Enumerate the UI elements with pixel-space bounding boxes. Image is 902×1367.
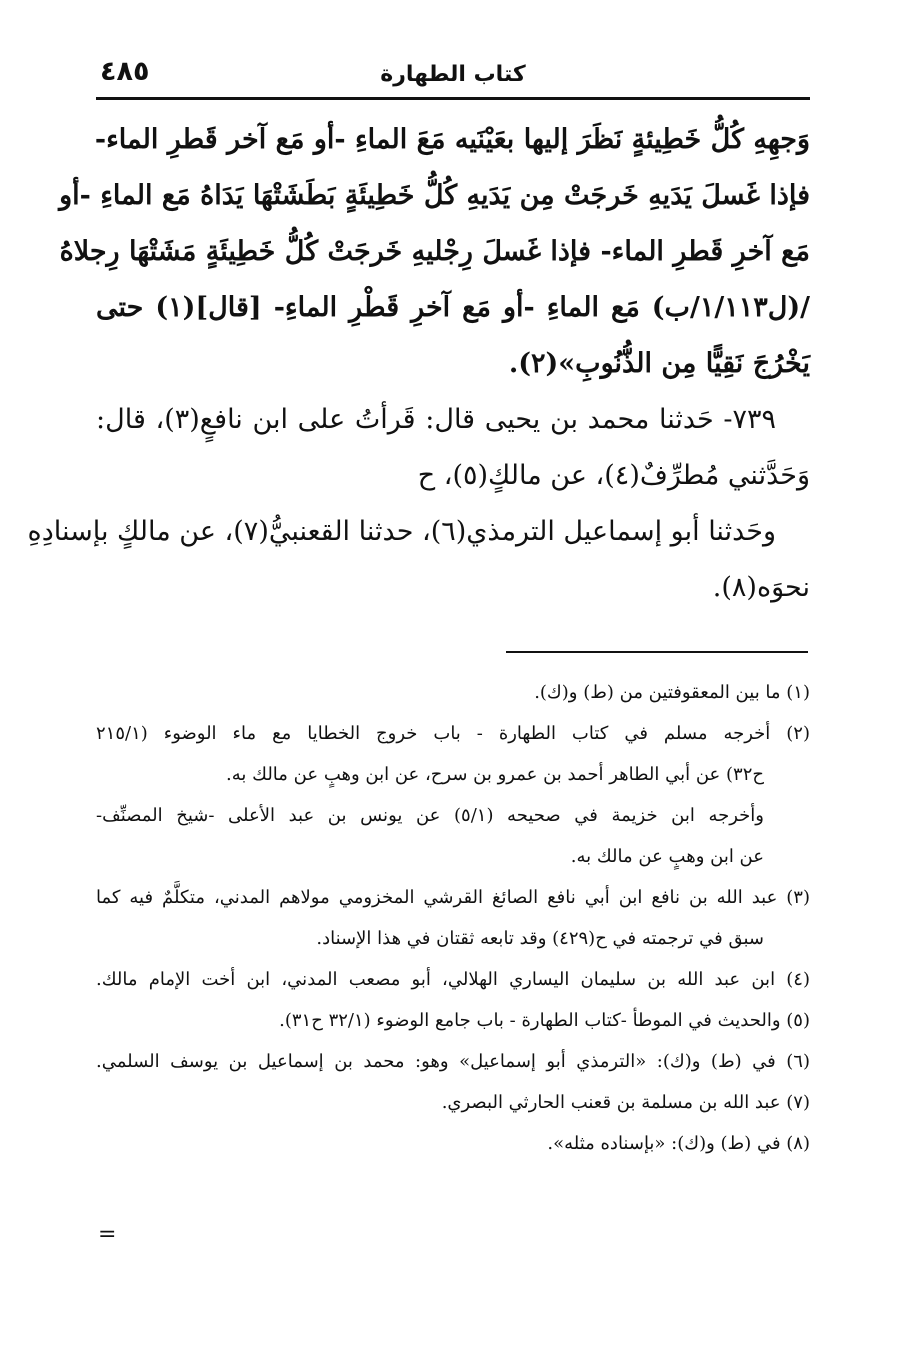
main-text <box>27 112 810 616</box>
hadith-line: ٧٣٩- حَدثنا محمد بن يحيى قال: قَرأتُ على ابن نافعٍ(٣)، قال: <box>96 404 776 435</box>
footnote-line: ح٣٢) عن أبي الطاهر أحمد بن عمرو بن سرح، عن ابن وهبٍ عن مالك به. <box>226 764 764 785</box>
footnote-line: (٨) في (ط) و(ك): «بإسناده مثله». <box>547 1133 810 1154</box>
text-line: /(ل١/١١٣/ب) مَع الماءِ -أو مَع آخرِ قَطْرِ الماءِ- [قال](١) حتى <box>96 292 810 323</box>
text-line: يَخْرُجَ نَقِيًّا مِن الذُّنُوبِ»(٢). <box>508 348 810 379</box>
page-header <box>96 56 810 96</box>
footnote-line: (٢) أخرجه مسلم في كتاب الطهارة - باب خروج الخطايا مع ماء الوضوء (٢١٥/١ <box>96 723 810 744</box>
footnote-separator <box>506 651 808 653</box>
text-line: مَع آخرِ قَطرِ الماء- فإذا غَسلَ رِجْليهِ خَرجَتْ كُلُّ خَطِيئَةٍ مَشَتْهَا رِجلاهُ <box>59 236 810 267</box>
text-line: وَجهِهِ كُلُّ خَطِيئةٍ نَظَرَ إليها بعَيْنَيه مَعَ الماءِ -أو مَع آخر قَطرِ الماء- <box>94 124 810 155</box>
footnote-line: (٧) عبد الله بن مسلمة بن قعنب الحارثي البصري. <box>441 1092 810 1113</box>
footnote-line: (٣) عبد الله بن نافع ابن أبي نافع الصائغ القرشي المخزومي مولاهم المدني، متكلَّمٌ فيه كما <box>96 887 810 908</box>
footnote-line: (٦) في (ط) و(ك): «الترمذي أبو إسماعيل» وهو: محمد بن إسماعيل بن يوسف السلمي. <box>96 1051 810 1072</box>
footnote-line: عن ابن وهبٍ عن مالك به. <box>570 846 764 867</box>
end-mark: = <box>98 1222 117 1247</box>
footnote-line: وأخرجه ابن خزيمة في صحيحه (٥/١) عن يونس بن عبد الأعلى -شيخ المصنِّف- <box>96 805 764 826</box>
footnote-line: سبق في ترجمته في ح(٤٢٩) وقد تابعه ثقتان في هذا الإسناد. <box>316 928 764 949</box>
page-number: ٤٨٥ <box>100 56 150 87</box>
footnotes <box>96 672 810 1164</box>
footnote-line: (٥) والحديث في الموطأ -كتاب الطهارة - باب جامع الوضوء (٣٢/١ ح٣١). <box>279 1010 810 1031</box>
footnote-line: (٤) ابن عبد الله بن سليمان اليساري الهلالي، أبو مصعب المدني، ابن أخت الإمام مالك. <box>96 969 810 990</box>
hadith-line: وحَدثنا أبو إسماعيل الترمذي(٦)، حدثنا القعنبيُّ(٧)، عن مالكٍ بإسنادِهِ <box>27 516 776 547</box>
footnote-line: (١) ما بين المعقوفتين من (ط) و(ك). <box>534 682 810 703</box>
hadith-line: وَحَدَّثني مُطرِّفٌ(٤)، عن مالكٍ(٥)، ح <box>417 460 810 491</box>
chapter-title: كتاب الطهارة <box>380 62 526 87</box>
text-line: فإذا غَسلَ يَدَيهِ خَرجَتْ مِن يَدَيهِ كُلُّ خَطِيئَةٍ بَطَشَتْهَا يَدَاهُ مَع الماءِ -أو <box>59 180 810 211</box>
header-rule <box>96 97 810 100</box>
hadith-line: نحوَه(٨). <box>712 572 810 603</box>
